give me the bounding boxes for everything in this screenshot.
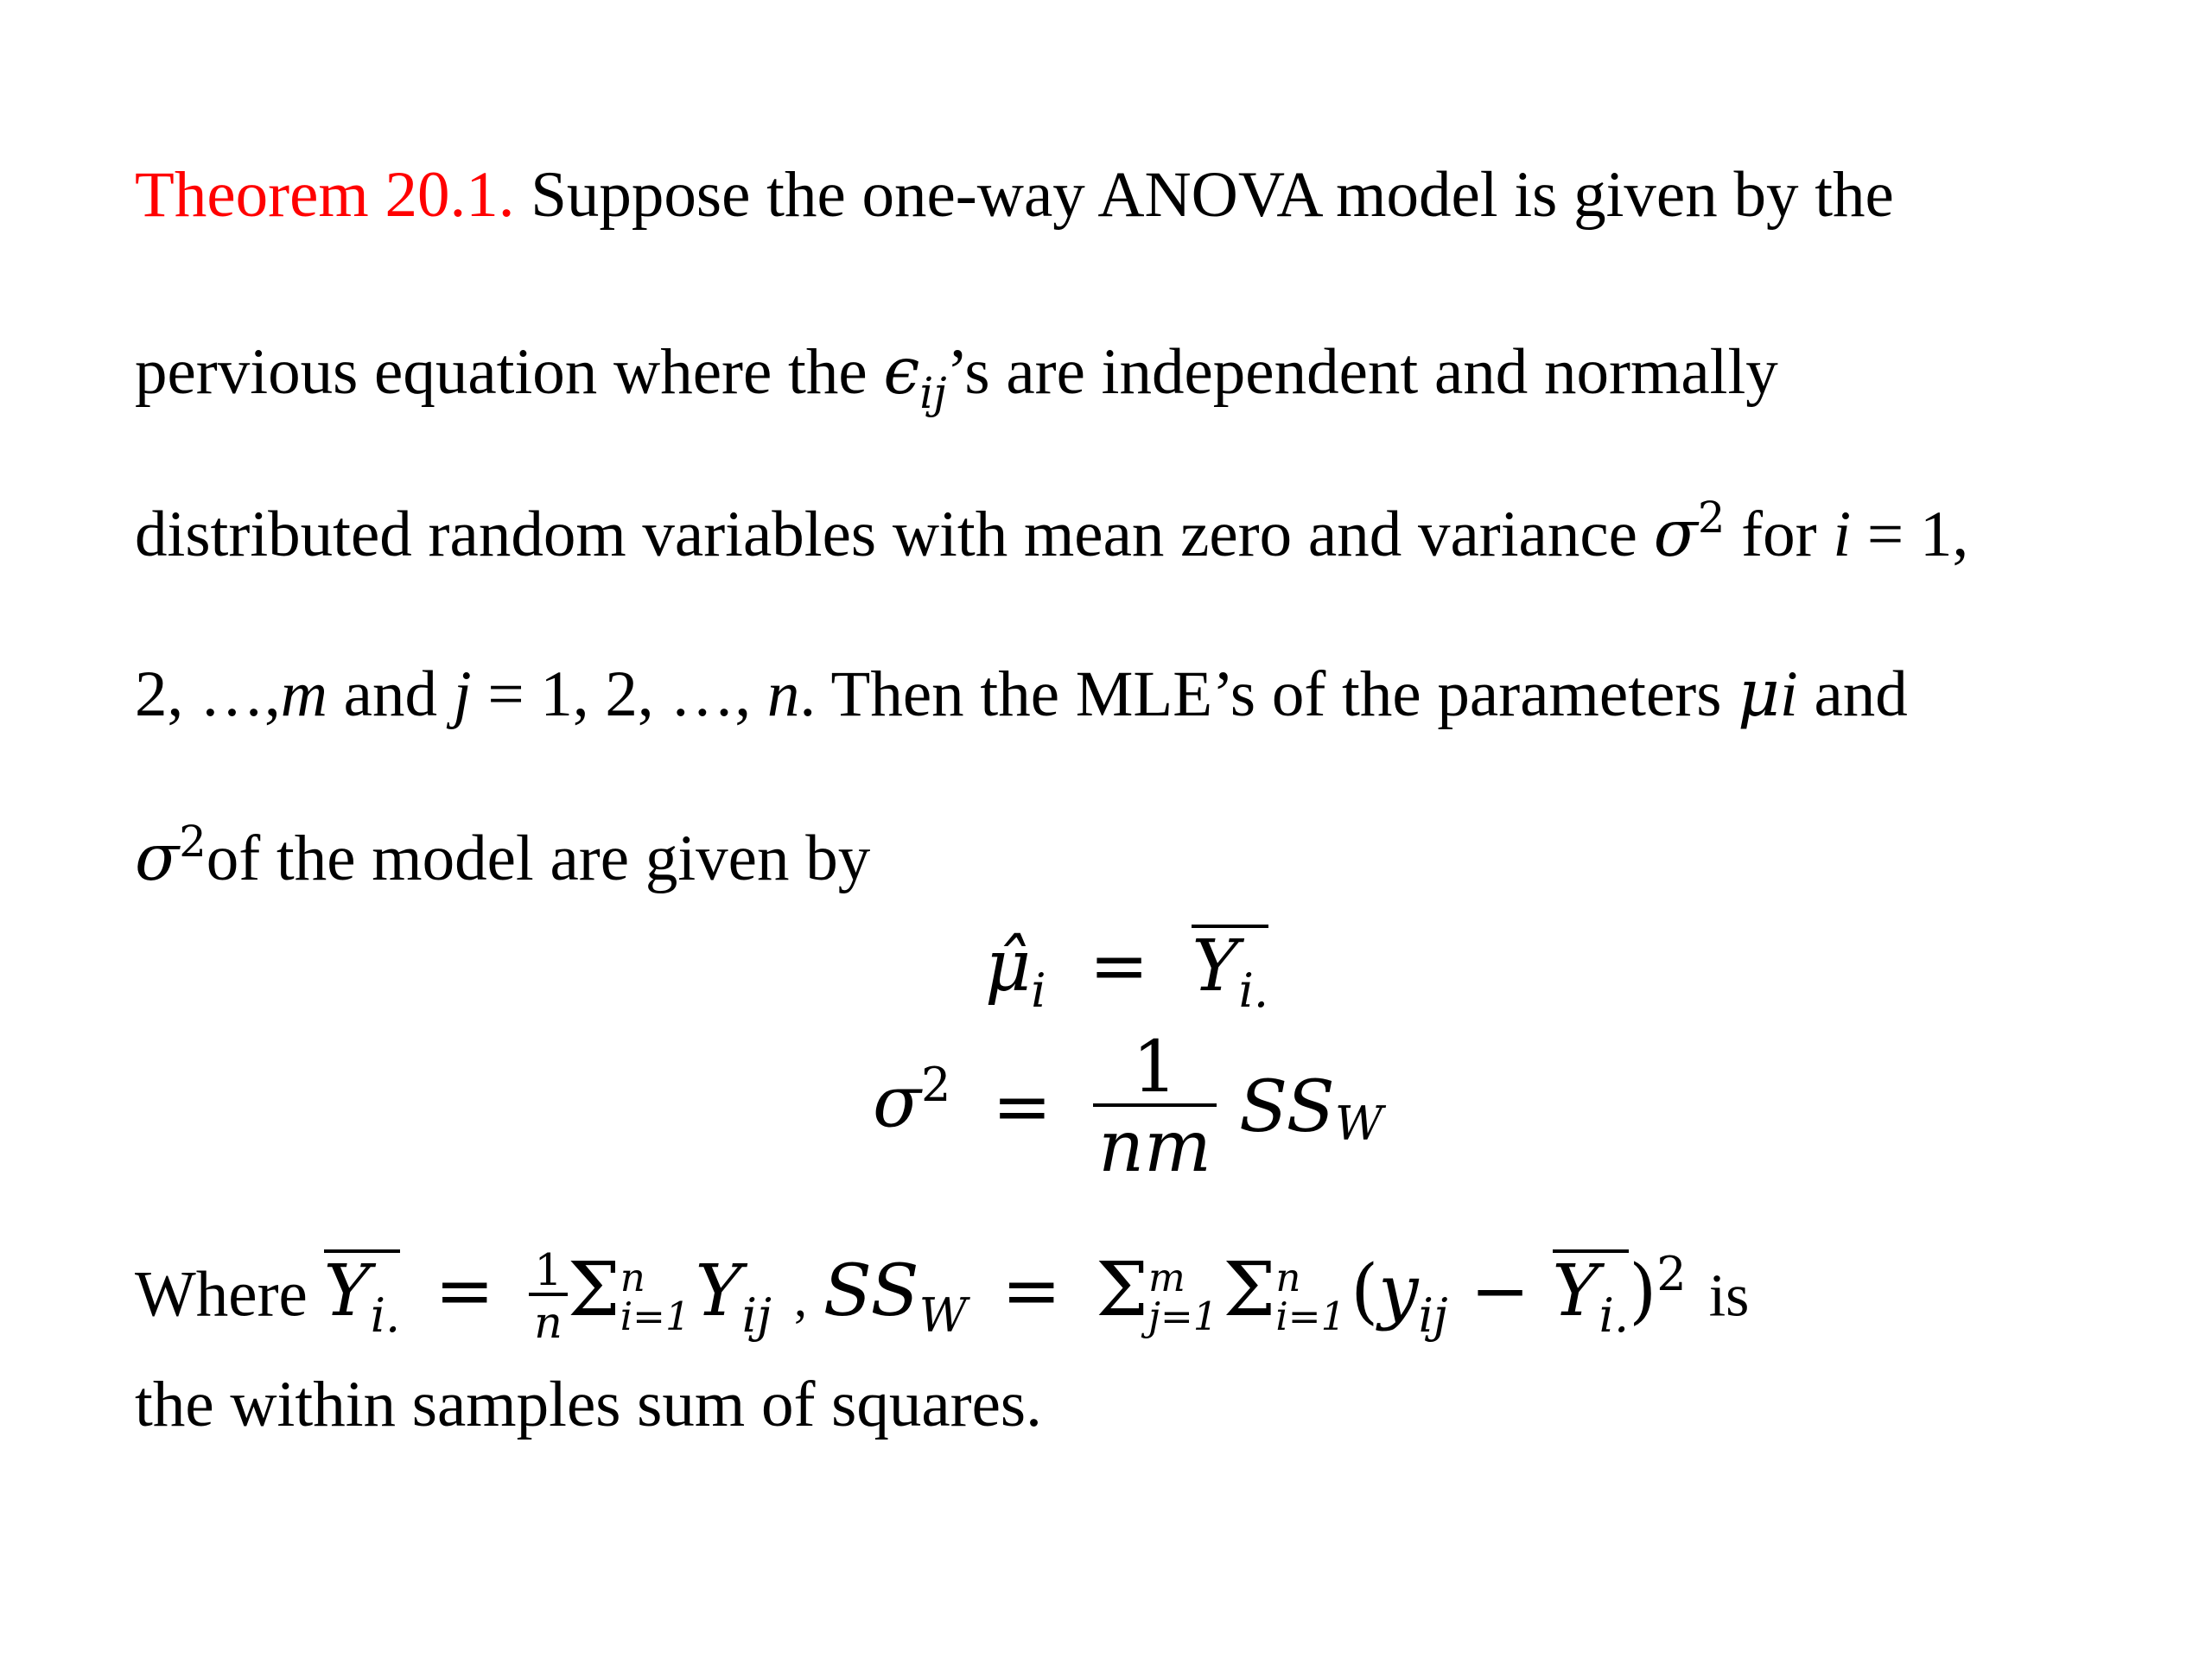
- where-y-bar-2: [1552, 1249, 1630, 1344]
- where-equals-2: =: [1001, 1250, 1062, 1333]
- y-bar: Y: [1192, 925, 1239, 1007]
- theorem-label: Theorem 20.1.: [135, 159, 515, 231]
- where-formula: [323, 1244, 794, 1348]
- where-y-sub: i.: [370, 1288, 401, 1344]
- theorem-line-2-text-b: ’s are independent and normally: [946, 336, 1778, 408]
- where-ss-formula: [823, 1246, 1709, 1344]
- sum-2-upper: m: [1148, 1254, 1185, 1300]
- theorem-line-4-text-e: and: [1797, 658, 1908, 730]
- mu-hat-subscript: i: [1031, 963, 1046, 1018]
- equation-sigma-squared: [873, 1027, 1383, 1188]
- where-small-y: y: [1378, 1250, 1419, 1333]
- y-bar-subscript: i.: [1238, 963, 1269, 1018]
- where-fraction-num: 1: [534, 1244, 563, 1295]
- theorem-line-4-text-a: 2, …,: [135, 658, 281, 730]
- theorem-line-3-text-c: = 1,: [1851, 499, 1969, 570]
- sum-3-lower: i=1: [1275, 1293, 1346, 1339]
- equation-mu-hat: [985, 925, 1269, 1018]
- sum-1-limits: [620, 1254, 690, 1339]
- theorem-line-5-text: of the model are given by: [206, 823, 871, 894]
- sigma-exponent: 2: [1697, 492, 1726, 543]
- sum-2-lower: j=1: [1148, 1293, 1218, 1339]
- where-is: is: [1708, 1262, 1750, 1330]
- sum-symbol-3: Σ: [1223, 1247, 1276, 1334]
- theorem-line-3-text-b: for: [1725, 499, 1834, 570]
- fraction-denominator: nm: [1093, 1103, 1217, 1183]
- sigma-eq-exponent: 2: [920, 1057, 951, 1112]
- theorem-line-2-text-a: pervious equation where the: [135, 336, 884, 408]
- sum-2-limits: [1148, 1254, 1218, 1339]
- mu-hat: μ̂: [985, 925, 1032, 1007]
- theorem-line-1: [135, 159, 1894, 231]
- where-line: [135, 1244, 1750, 1348]
- sigma-eq: σ: [873, 1061, 921, 1144]
- index-j: j: [453, 658, 472, 730]
- where-comma: ,: [793, 1269, 807, 1327]
- where-ss: SS: [823, 1250, 919, 1333]
- fraction-one-over-nm: [1093, 1027, 1217, 1188]
- where-fraction-den: n: [529, 1293, 568, 1345]
- ss-w-subscript: W: [1334, 1096, 1383, 1151]
- where-line-2: the within samples sum of squares.: [135, 1369, 1042, 1440]
- theorem-line-5: [135, 816, 871, 895]
- theorem-line-3-text-a: distributed random variables with mean zero and variance: [135, 499, 1654, 570]
- where-small-y-sub: ij: [1418, 1288, 1448, 1344]
- epsilon-subscript: ij: [919, 368, 947, 419]
- sum-3-upper: n: [1275, 1254, 1301, 1300]
- where-fraction: [529, 1244, 568, 1348]
- where-y-bar: [323, 1249, 401, 1344]
- theorem-line-4-text-c: = 1, 2, …,: [471, 658, 767, 730]
- sigma-exponent-line5: 2: [179, 816, 207, 867]
- where-y: Y: [323, 1250, 371, 1333]
- where-y-2-sub: i.: [1599, 1288, 1630, 1344]
- paren-open: (: [1351, 1250, 1379, 1333]
- sum-1-lower: i=1: [620, 1293, 690, 1339]
- theorem-line-4-text-d: . Then the MLE’s of the parameters: [799, 658, 1738, 730]
- sum-symbol-1: Σ: [567, 1247, 620, 1334]
- where-y-ij: Y: [695, 1250, 742, 1333]
- epsilon-char: ϵ: [883, 333, 920, 409]
- sigma-squared-line5: [135, 816, 207, 895]
- sum-symbol-2: Σ: [1096, 1247, 1149, 1334]
- sigma-squared: [1653, 492, 1726, 571]
- fraction-numerator: 1: [1132, 1027, 1178, 1109]
- theorem-line-2: [135, 333, 1778, 419]
- square-exponent: 2: [1656, 1246, 1687, 1301]
- minus-sign: −: [1447, 1250, 1553, 1333]
- where-label: Where: [135, 1258, 324, 1331]
- mu-index-i: i: [1779, 658, 1798, 730]
- sum-1-upper: n: [620, 1254, 645, 1300]
- theorem-line-3: [135, 492, 1969, 571]
- equals-sign-1: =: [1089, 925, 1149, 1007]
- where-equals-1: =: [435, 1250, 495, 1333]
- index-n: n: [766, 658, 800, 730]
- y-bar-overline: [1192, 925, 1269, 1018]
- epsilon-symbol: [883, 333, 947, 419]
- where-y-2: Y: [1552, 1250, 1599, 1333]
- theorem-line-1-text: Suppose the one-way ANOVA model is given by the: [514, 159, 1894, 231]
- index-m: m: [280, 658, 327, 730]
- where-y-ij-sub: ij: [741, 1288, 772, 1344]
- equals-sign-2: =: [992, 1066, 1052, 1148]
- paren-close: ): [1629, 1250, 1657, 1333]
- theorem-line-4-text-b: and: [327, 658, 454, 730]
- ss-w: SS: [1238, 1066, 1335, 1148]
- mu-symbol: μ: [1738, 655, 1780, 731]
- theorem-line-4: [135, 655, 1908, 731]
- sigma-char-line5: σ: [135, 819, 180, 895]
- index-i: i: [1833, 499, 1852, 570]
- sum-3-limits: [1275, 1254, 1346, 1339]
- where-ss-sub: W: [918, 1288, 968, 1344]
- sigma-char: σ: [1653, 495, 1698, 571]
